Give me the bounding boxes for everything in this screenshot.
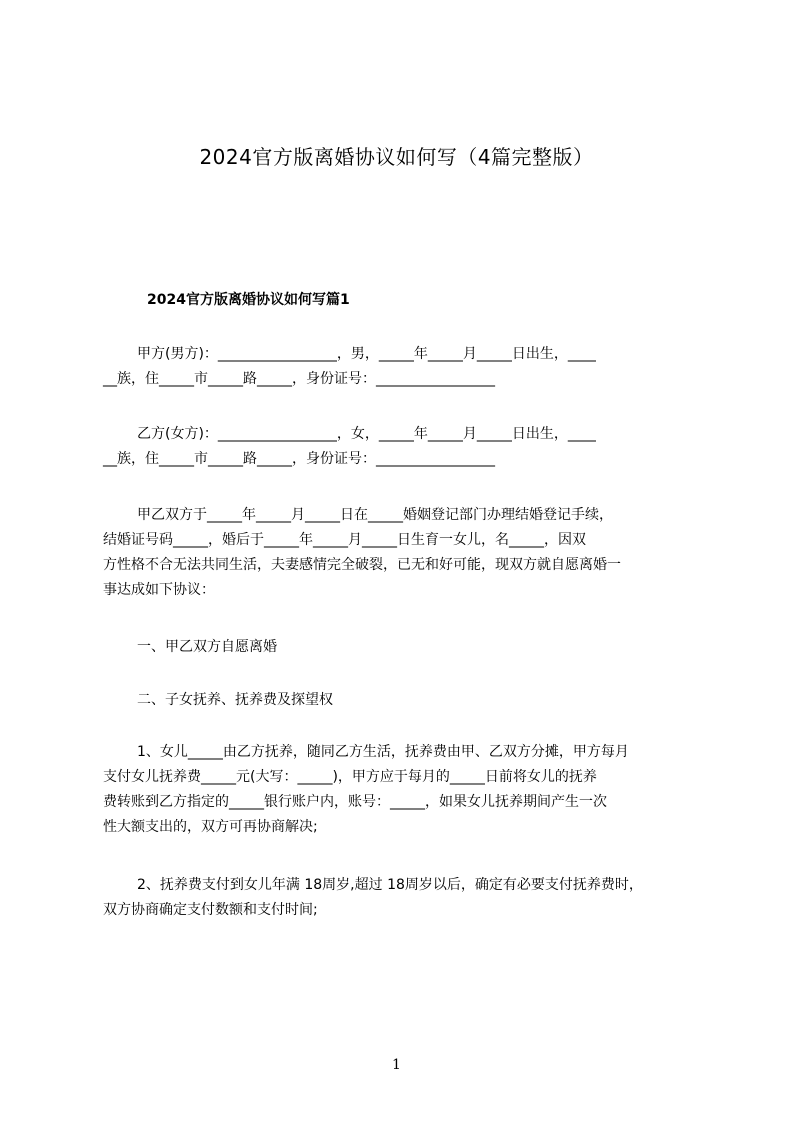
paragraph-line: 2、抚养费支付到女儿年满 18周岁,超过 18周岁以后，确定有必要支付抚养费时， [137, 877, 643, 893]
paragraph-line: 双方协商确定支付数额和支付时间; [103, 902, 318, 918]
paragraph-line: 甲乙双方于_____年_____月_____日在_____婚姻登记部门办理结婚登记手续， [137, 507, 613, 523]
paragraph-line: 性大额支出的，双方可再协商解决; [103, 819, 318, 835]
paragraph-line: 二、子女抚养、抚养费及探望权 [137, 692, 333, 708]
paragraph-line: 乙方(女方)：_________________，女，_____年_____月_____日出生，____ [137, 426, 596, 442]
section-heading: 2024官方版离婚协议如何写篇1 [147, 292, 350, 308]
marriage-info-paragraph [103, 503, 713, 603]
paragraph-line: 甲方(男方)：_________________，男，_____年_____月_____日出生，____ [137, 346, 596, 362]
paragraph-line: 一、甲乙双方自愿离婚 [137, 639, 277, 655]
paragraph-line: __族，住_____市_____路_____，身份证号：_________________ [103, 451, 495, 467]
party-b-paragraph [103, 422, 713, 472]
clause-one-heading [103, 635, 713, 660]
clause-two-heading [103, 688, 713, 713]
document-title: 2024官方版离婚协议如何写（4篇完整版） [199, 145, 594, 169]
page-number: 1 [392, 1057, 401, 1073]
child-support-item-2 [103, 873, 713, 923]
paragraph-line: 支付女儿抚养费_____元(大写：_____)，甲方应于每月的_____日前将女儿的抚养 [103, 769, 597, 785]
paragraph-line: 事达成如下协议： [103, 582, 215, 598]
child-support-item-1 [103, 740, 713, 840]
party-a-paragraph [103, 342, 713, 392]
paragraph-line: 1、女儿_____由乙方抚养，随同乙方生活，抚养费由甲、乙双方分摊，甲方每月 [137, 744, 629, 760]
paragraph-line: 费转账到乙方指定的_____银行账户内，账号：_____，如果女儿抚养期间产生一次 [103, 794, 607, 810]
paragraph-line: 方性格不合无法共同生活，夫妻感情完全破裂，已无和好可能，现双方就自愿离婚一 [103, 557, 621, 573]
paragraph-line: __族，住_____市_____路_____，身份证号：_________________ [103, 371, 495, 387]
paragraph-line: 结婚证号码_____，婚后于_____年_____月_____日生育一女儿，名_____，因双 [103, 532, 586, 548]
